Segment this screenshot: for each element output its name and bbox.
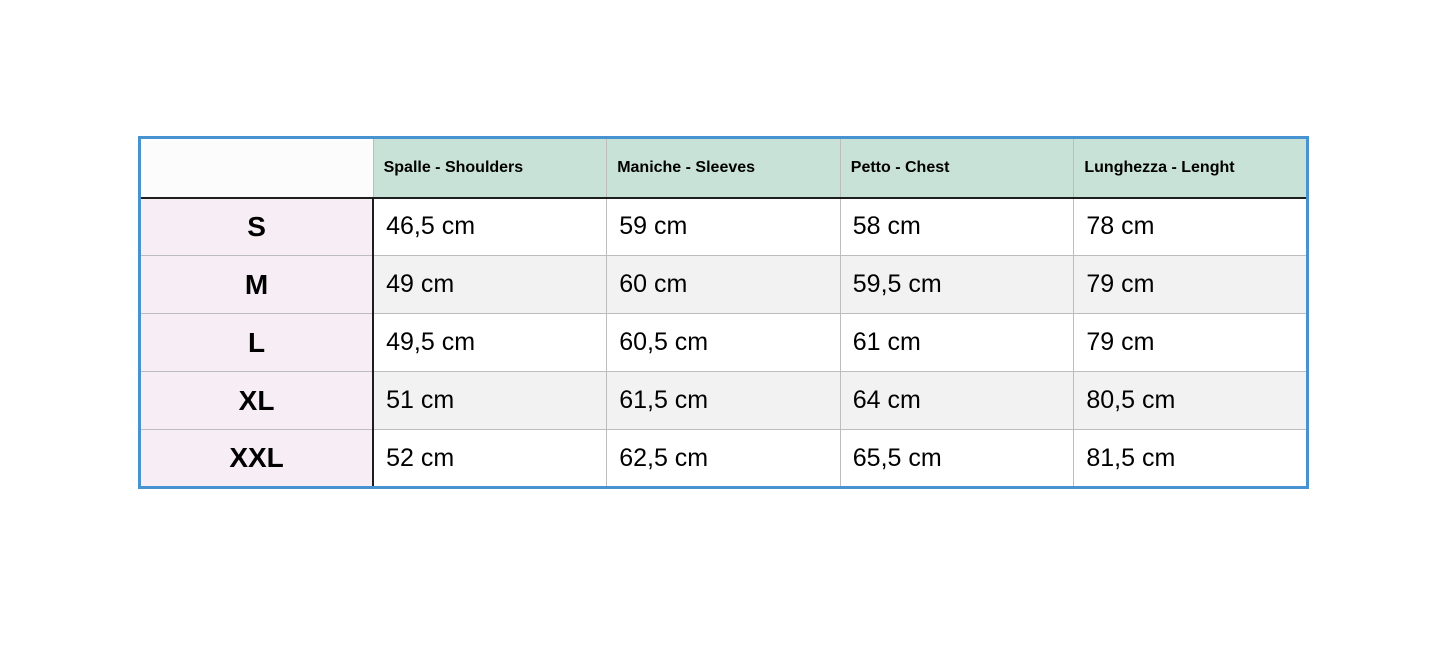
table-row bbox=[140, 256, 1308, 314]
measurement-cell: 78 cm bbox=[1074, 198, 1308, 256]
measurement-cell: 61 cm bbox=[840, 314, 1074, 372]
table-row bbox=[140, 372, 1308, 430]
size-label-xxl: XXL bbox=[140, 430, 374, 488]
table-row bbox=[140, 198, 1308, 256]
header-row bbox=[140, 138, 1308, 198]
measurement-cell: 49 cm bbox=[373, 256, 607, 314]
column-header-length: Lunghezza - Lenght bbox=[1074, 138, 1308, 198]
measurement-cell: 60 cm bbox=[607, 256, 841, 314]
measurement-cell: 61,5 cm bbox=[607, 372, 841, 430]
measurement-cell: 59,5 cm bbox=[840, 256, 1074, 314]
size-chart bbox=[138, 136, 1309, 489]
measurement-cell: 64 cm bbox=[840, 372, 1074, 430]
size-label-s: S bbox=[140, 198, 374, 256]
measurement-cell: 49,5 cm bbox=[373, 314, 607, 372]
measurement-cell: 80,5 cm bbox=[1074, 372, 1308, 430]
measurement-cell: 58 cm bbox=[840, 198, 1074, 256]
table-header bbox=[140, 138, 1308, 198]
measurement-cell: 60,5 cm bbox=[607, 314, 841, 372]
column-header-chest: Petto - Chest bbox=[840, 138, 1074, 198]
size-label-xl: XL bbox=[140, 372, 374, 430]
measurement-cell: 46,5 cm bbox=[373, 198, 607, 256]
measurement-cell: 51 cm bbox=[373, 372, 607, 430]
measurement-cell: 79 cm bbox=[1074, 314, 1308, 372]
column-header-shoulders: Spalle - Shoulders bbox=[373, 138, 607, 198]
measurement-cell: 52 cm bbox=[373, 430, 607, 488]
measurement-cell: 59 cm bbox=[607, 198, 841, 256]
measurement-cell: 81,5 cm bbox=[1074, 430, 1308, 488]
size-label-l: L bbox=[140, 314, 374, 372]
table-row bbox=[140, 430, 1308, 488]
table-row bbox=[140, 314, 1308, 372]
column-header-sleeves: Maniche - Sleeves bbox=[607, 138, 841, 198]
column-header-empty bbox=[140, 138, 374, 198]
measurement-cell: 79 cm bbox=[1074, 256, 1308, 314]
table-body bbox=[140, 198, 1308, 488]
size-label-m: M bbox=[140, 256, 374, 314]
measurement-cell: 62,5 cm bbox=[607, 430, 841, 488]
measurement-cell: 65,5 cm bbox=[840, 430, 1074, 488]
size-chart-table bbox=[138, 136, 1309, 489]
